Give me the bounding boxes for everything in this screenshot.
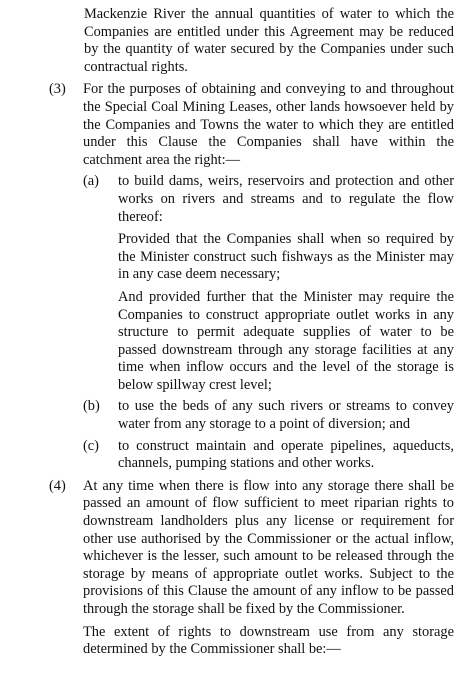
continued-paragraph: Mackenzie River the annual quantities of water to which the Companies are entitled under this Agreement may be reduced by the quantity of water secured by the Companies under such contractual rights.	[84, 6, 454, 75]
item-c-letter: (c)	[83, 437, 99, 454]
item-c-body	[118, 438, 454, 473]
clause-4-text: At any time when there is flow into any storage there shall be passed an amount of flow sufficient to meet riparian rights to downstream landholders plus any license or requirement for other use authorised by the Commissioner or the actual inflow, whichever is the lesser, such amount to be released through the storage by means of appropriate outlet works. Subject to the provisions of this Clause the amount of any inflow to be passed through the storage shall be fixed by the Commissioner.	[83, 477, 454, 617]
item-a-proviso-1: Provided that the Companies shall when so required by the Minister construct such fishways as the Minister may in any case deem necessary;	[118, 231, 454, 283]
item-b-body	[118, 398, 454, 433]
clause-3-item-a	[83, 173, 454, 394]
item-a-proviso-2: And provided further that the Minister may require the Companies to construct appropriate outlet works in any structure to permit adequate supplies of water to be passed downstream through any storage facilities at any time when inflow occurs and the level of the storage is below spillway crest level;	[118, 288, 454, 393]
clause-3-item-c	[83, 438, 454, 473]
clause-4-closing: The extent of rights to downstream use from any storage determined by the Commissioner shall be:—	[83, 623, 454, 658]
item-a-letter: (a)	[83, 173, 99, 190]
item-c-text: to construct maintain and operate pipelines, aqueducts, channels, pumping stations and other works.	[118, 437, 454, 472]
clause-4-body	[83, 478, 454, 659]
clause-3-number: (3)	[49, 81, 66, 98]
item-b-letter: (b)	[83, 398, 100, 415]
clause-3-item-b	[83, 398, 454, 433]
item-a-body	[118, 173, 454, 394]
clause-3-text: For the purposes of obtaining and conveying to and throughout the Special Coal Mining Leases, other lands howsoever held by the Companies and Towns the water to which they are entitled under this Clause the Companies shall have within the catchment area the right:—	[83, 81, 454, 168]
clause-3-body	[83, 81, 454, 472]
clause-4	[0, 478, 465, 659]
clause-4-number: (4)	[49, 477, 66, 494]
item-a-text: to build dams, weirs, reservoirs and protection and other works on rivers and streams and to regulate the flow thereof:	[118, 173, 454, 225]
clause-3	[0, 81, 465, 472]
item-b-text: to use the beds of any such rivers or streams to convey water from any storage to a point of diversion; and	[118, 398, 454, 433]
